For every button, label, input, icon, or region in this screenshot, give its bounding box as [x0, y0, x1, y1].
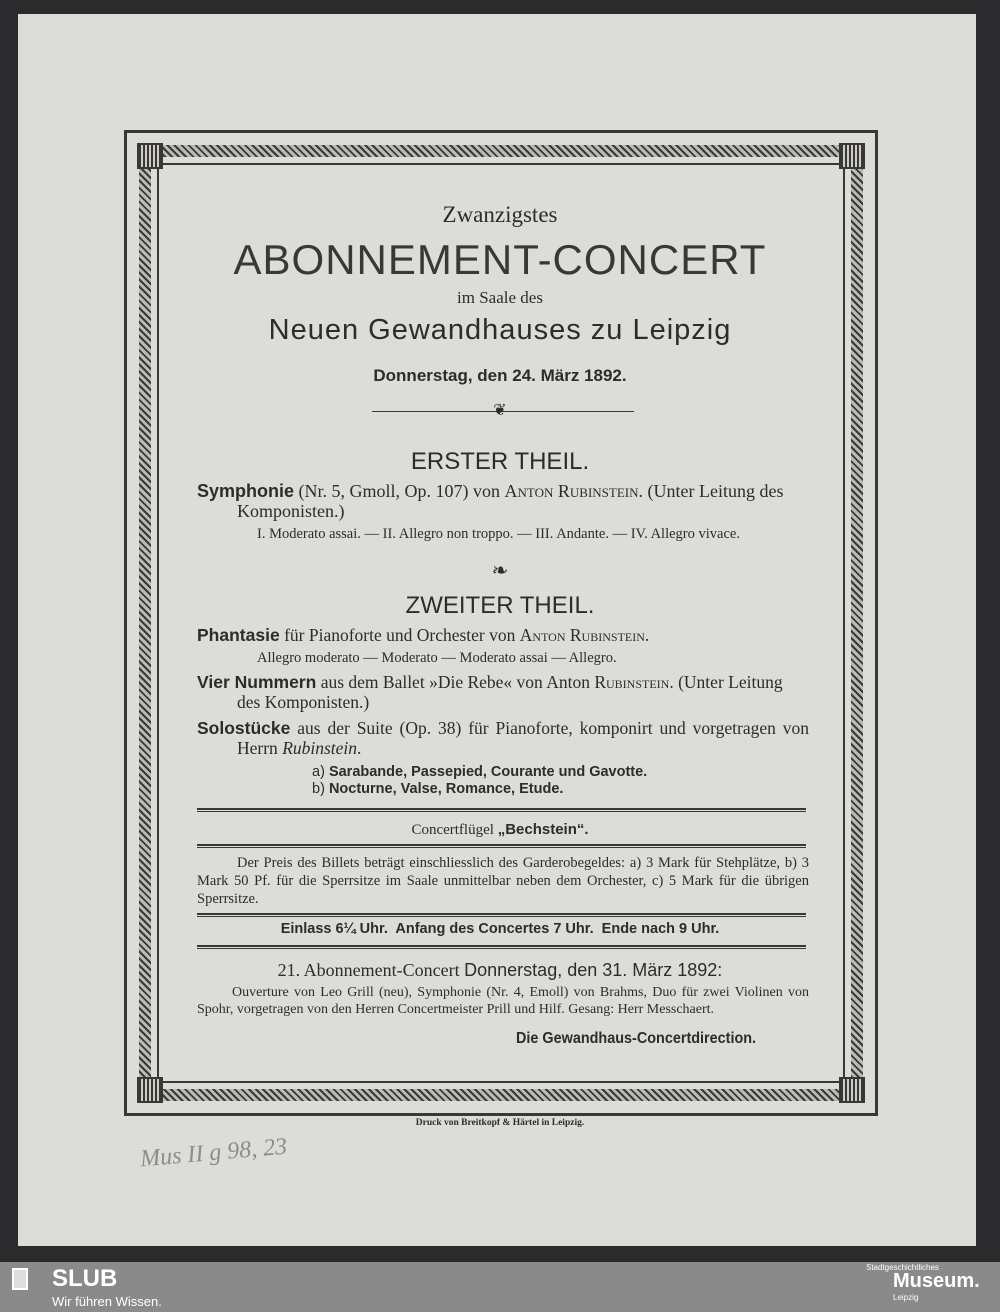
book-icon: [12, 1268, 28, 1290]
venue: Neuen Gewandhauses zu Leipzig: [268, 314, 732, 346]
museum-logo[interactable]: Museum.: [893, 1270, 980, 1292]
part2-item-1-movements: Allegro moderato — Moderato — Moderato assai — Allegro.: [257, 650, 617, 666]
divider: [197, 808, 806, 812]
ticket-prices: Der Preis des Billets beträgt einschliesslich des Garderobegeldes: a) 3 Mark für Stehplätze, b) 3 Mark 50 Pf. für die Sperrsitze im Saale unmittelbar neben dem Orchester, c) 5 Mark für die übrigen Sperrsitze.: [197, 855, 809, 907]
solo-list-a: a) Sarabande, Passepied, Courante und Gavotte.: [312, 764, 648, 780]
ornament-icon: ❦: [493, 402, 507, 419]
divider: [197, 844, 806, 848]
part1-movements: I. Moderato assai. — II. Allegro non troppo. — III. Andante. — IV. Allegro vivace.: [257, 526, 740, 542]
divider: [197, 913, 806, 917]
header-pre: Zwanzigstes: [442, 202, 558, 227]
museum-pre: Stadtgeschichtliches: [866, 1263, 939, 1272]
printer-note: Druck von Breitkopf & Härtel in Leipzig.: [415, 1118, 585, 1128]
header-sub: im Saale des: [457, 288, 543, 307]
concert-times: Einlass 6¼ Uhr. Anfang des Concertes 7 Uhr. Ende nach 9 Uhr.: [280, 921, 720, 937]
flower-ornament-icon: ❧: [491, 560, 509, 582]
part2-item-2: Vier Nummern aus dem Ballet »Die Rebe« von Anton Rubinstein. (Unter Leitung des Komponisten.): [197, 672, 783, 712]
part2-heading: ZWEITER THEIL.: [405, 592, 595, 619]
part1-work: Symphonie (Nr. 5, Gmoll, Op. 107) von Anton Rubinstein. (Unter Leitung des Komponisten.): [197, 481, 784, 521]
page-title: ABONNEMENT-CONCERT: [233, 236, 767, 283]
concert-date: Donnerstag, den 24. März 1892.: [373, 366, 627, 385]
next-program: Ouverture von Leo Grill (neu), Symphonie (Nr. 4, Emoll) von Brahms, Duo für zwei Violinen von Spohr, vorgetragen von den Herren Concertmeister Prill und Hilf. Gesang: Herr Messchaert.: [197, 985, 809, 1017]
piano-note: Concertflügel „Bechstein“.: [411, 821, 589, 838]
divider: [197, 945, 806, 949]
shelfmark-handwritten: Mus II g 98, 23: [139, 1133, 289, 1173]
part2-item-1: Phantasie für Pianoforte und Orchester von Anton Rubinstein.: [197, 625, 650, 645]
slub-logo[interactable]: SLUB: [52, 1265, 118, 1292]
part1-heading: ERSTER THEIL.: [410, 448, 590, 475]
solo-list-b: b) Nocturne, Valse, Romance, Etude.: [312, 781, 564, 797]
museum-city: Leipzig: [893, 1293, 919, 1302]
slub-tagline: Wir führen Wissen.: [52, 1294, 162, 1309]
signature: Die Gewandhaus-Concertdirection.: [516, 1030, 757, 1047]
footer-bar: [0, 1262, 1000, 1312]
next-concert: 21. Abonnement-Concert Donnerstag, den 31. März 1892:: [277, 960, 723, 980]
part2-item-3: Solostücke aus der Suite (Op. 38) für Pianoforte, komponirt und vorgetragen von Herrn Rubinstein.: [197, 718, 809, 758]
